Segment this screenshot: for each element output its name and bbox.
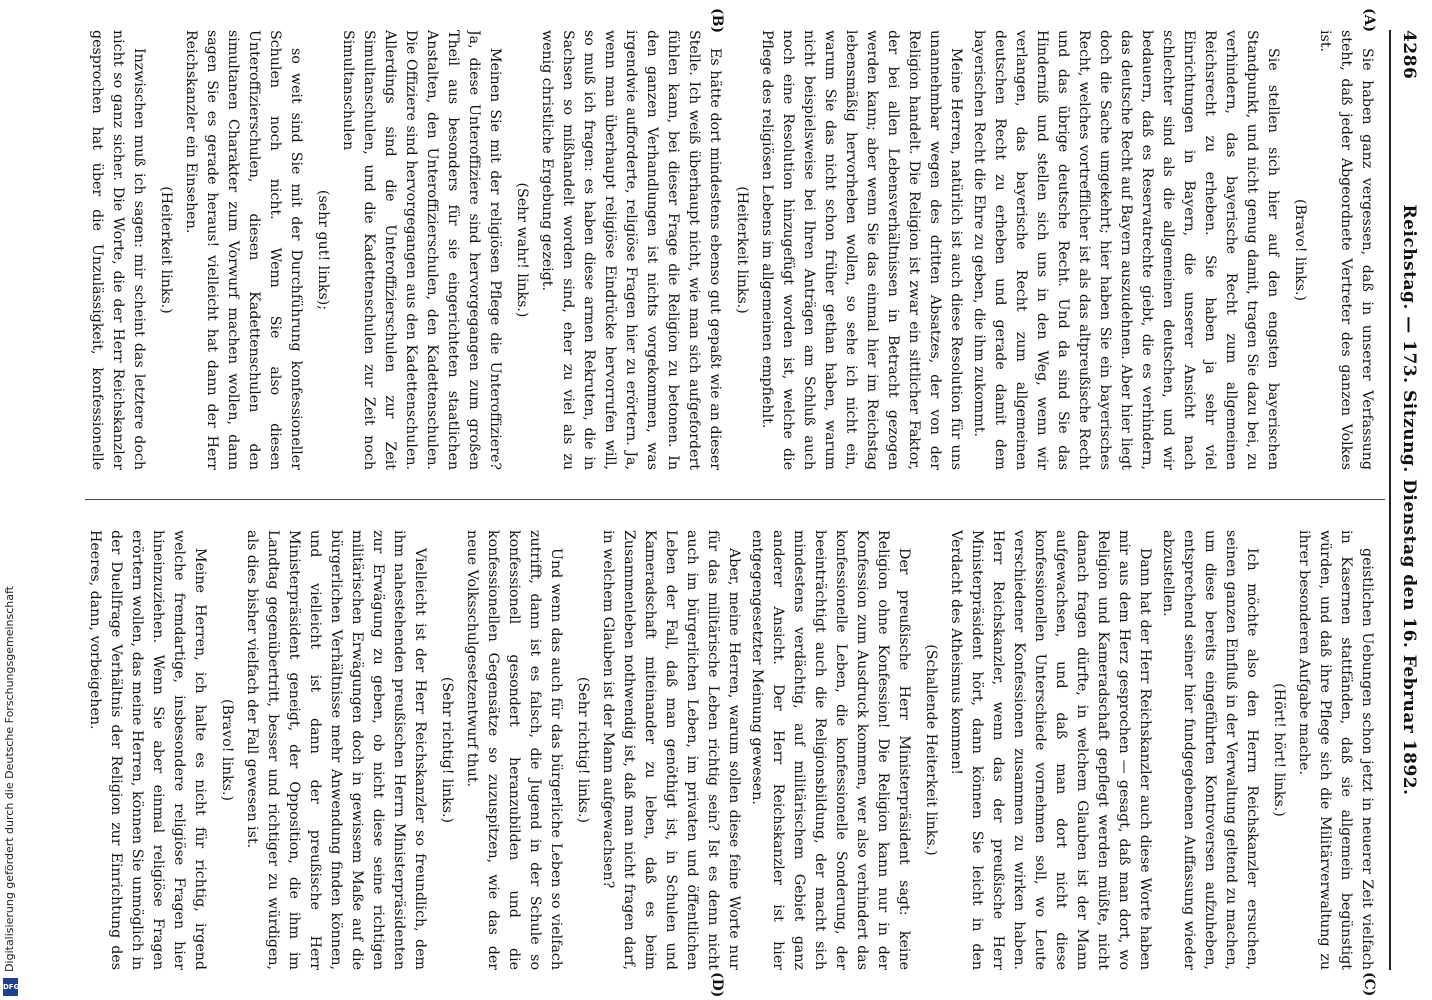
- right-column: [87, 530, 1377, 970]
- interjection: (Sehr richtig! links.): [439, 676, 455, 824]
- margin-marker-d: (D): [709, 972, 725, 998]
- margin-marker-a: (A): [1361, 8, 1377, 33]
- interjection: (Hört! hört! links.): [1271, 683, 1287, 817]
- page-number: 4286: [1399, 30, 1419, 80]
- paragraph: Vielleicht ist der Herr Reichskanzler so freundlich, dem ihm nahestehenden preußischen Herrn Ministerpräsidenten zur Erwägung zu geben, ob nicht diese seine richtigen militärischen Erwägungen doch in gewissem Maße auf die bürgerlichen Verhältnisse mehr Anwendung finden können, und vielleicht ist dann der preußische Herr Ministerpräsident geneigt, der Opposition, die ihm im Landtag gegenübertritt, besser und richtiger zu würdigen, als dies bisher vielfach der Fall gewesen ist.: [244, 530, 428, 970]
- left-column: [87, 30, 1377, 470]
- paragraph: Meinen Sie mit der religiösen Pflege die Unteroffiziere? Ja, diese Unteroffiziere sind hervorgegangen zum großen Theil aus besonders für sie eingerichteten staatlichen Anstalten, den Unteroffizierschulen, den Kadettenschulen. Die Offiziere sind hervorgegangen aus den Kadettenschulen. Allerdings sind die Unteroffizierschulen zur Zeit Simultanschulen, und die Kadettenschulen zur Zeit noch Simultanschulen: [340, 30, 503, 470]
- paragraph: Und wenn das auch für das bürgerliche Leben so vielfach zutrifft, dann ist es falsch, die Jugend in der Schule so konfessionell gesondert heranzubilden und die konfessionellen Gegensätze so zuzuspitzen, wie das der neue Volksschulgesetzentwurf thut.: [464, 530, 564, 970]
- margin-marker-c: (C): [1361, 972, 1377, 997]
- margin-marker-b: (B): [709, 8, 725, 34]
- paragraph: Meine Herren, natürlich ist auch diese Resolution für uns unannehmbar wegen des dritten Absatzes, der von der Religion handelt. Die Religion ist zwar ein sittlicher Faktor, der bei allen Lebensverhältnissen in Betracht gezogen werden kann; aber wenn Sie das einmal hier im Reichstag lebensmäßig hervorheben wollen, so sehe ich nicht ein, warum Sie das nicht schon früher gethan haben, warum nicht beispielsweise bei Ihren Anträgen am Schluß auch noch eine Resolution hinzugefügt worden ist, welche die Pflege des religiösen Lebens im allgemeinen empfiehlt.: [759, 30, 964, 470]
- paragraph: Der preußische Herr Ministerpräsident sagt: keine Religion ohne Konfession! Die Religion kann nur in der Konfession zum Ausdruck kommen, wer also verhindert das konfessionelle Leben, die konfessionelle Sonderung, der beeinträchtigt auch die Religionsbildung, der macht sich mindestens verdächtig, auf militärischem Gebiet ganz anderer Ansicht. Der Herr Reichskanzler ist hier entgegengesetzter Meinung gewesen.: [749, 530, 912, 970]
- interjection: (Heiterkeit links.): [158, 186, 174, 314]
- interjection: (sehr gut! links);: [315, 189, 331, 311]
- interjection: (Schallende Heiterkeit links.): [923, 644, 939, 856]
- interjection: (Heiterkeit links.): [734, 186, 750, 314]
- digitization-note: Digitalisierung gefördert durch die Deutsche Forschungsgemeinschaft: [3, 586, 16, 972]
- page-header: [1389, 30, 1421, 970]
- digitization-strip: [0, 0, 22, 1000]
- paragraph: Es hätte dort mindestens ebenso gut gepaßt wie an dieser Stelle. Ich weiß überhaupt nicht, wie man sich aufgefordert fühlen kann, bei dieser Frage die Religion zu betonen. In den ganzen Verhandlungen ist nichts vorgekommen, was irgendwie aufforderte, religiöse Fragen hier zu erörtern. Ja, wenn man überhaupt religiöse Eindrücke hervorrufen will, so muß ich fragen: es haben diese armen Rekruten, die in Sachsen so mißhandelt worden sind, eher zu viel als zu wenig christliche Ergebung gezeigt.: [539, 30, 723, 470]
- paragraph: Sie haben ganz vergessen, daß in unserer Verfassung steht, daß jeder Abgeordnete Vertreter des ganzen Volkes ist.: [1317, 30, 1375, 470]
- paragraph: Inzwischen muß ich sagen: mir scheint das letztere doch nicht so ganz sicher. Die Worte, die der Herr Reichskanzler gesprochen hat über die Unzulässigkeit, konfessionelle: [89, 30, 147, 470]
- dfg-logo: DFG: [3, 978, 18, 996]
- interjection: (Sehr richtig! links.): [575, 676, 591, 824]
- page-title: Reichstag. — 173. Sitzung. Dienstag den 16. Februar 1892.: [1399, 204, 1419, 796]
- paragraph: geistlichen Uebungen schon jetzt in neuerer Zeit vielfach in Kasernen stattfänden, daß sie allgemein begünstigt würden, und daß ihre Pflege sich die Militärverwaltung zu ihrer besonderen Aufgabe mache.: [1296, 530, 1375, 970]
- paragraph: so weit sind Sie mit der Durchführung konfessioneller Schulen noch nicht. Wenn Sie also diesen Unteroffizierschulen, diesen Kadettenschulen den simultanen Charakter zum Vorwurf machen wollen, dann sagen Sie es gerade heraus! vielleicht hat dann der Herr Reichskanzler ein Einsehen.: [183, 30, 304, 470]
- interjection: (Sehr wahr! links.): [514, 182, 530, 318]
- paragraph: Ich möchte also den Herrn Reichskanzler ersuchen, seinen ganzen Einfluß in der Verwaltung geltend zu machen, um diese bereits eingeführten Kontroversen aufzuheben, entsprechend seiner hier fundgegebenen Auffassung wieder abzustellen.: [1160, 530, 1260, 970]
- column-divider: [85, 499, 1385, 500]
- paragraph: Meine Herren, ich halte es nicht für richtig, irgend welche fremdartige, insbesondere religiöse Fragen hier hineinzuziehen. Wenn Sie aber einmal religiöse Fragen erörtern wollen, das meine Herren, können Sie unmöglich in der Duellfrage Verhältnis der Religion zur Einrichtung des Heeres, dann, vorbeigehen.: [87, 530, 208, 970]
- interjection: (Bravo! links.): [219, 698, 235, 802]
- paragraph: Aber, meine Herren, warum sollen diese feine Worte nur für das militärische Leben richtig sein? Ist es denn nicht auch im bürgerlichen Leben, im privaten und öffentlichen Leben der Fall, daß man genöthigt ist, in Schulen und Kameradschaft miteinander zu leben, daß es beim Zusammenleben nothwendig ist, daß man nicht fragen darf, in welchem Glauben ist der Mann aufgewachsen?: [600, 530, 742, 970]
- interjection: (Bravo! links.): [1292, 198, 1308, 302]
- paragraph: Sie stellen sich hier auf den engsten bayerischen Standpunkt, und nicht genug damit, tragen Sie dazu bei, zu verhindern, das bayerische Recht zum allgemeinen Reichsrecht zu erheben. Sie haben ja sehr viel Einrichtungen in Bayern, die unserer Ansicht nach schlechter sind als die allgemeinen deutschen, und wir bedauern, daß es Reservatrechte giebt, die es verhindern, das deutsche Recht auf Bayern auszudehnen. Aber hier liegt doch die Sache umgekehrt; hier haben Sie ein bayerisches Recht, welches vortrefflicher ist als das altpreußische Recht und das übrige deutsche Recht. Und da sind Sie das Hinderniß und stellen sich uns in den Weg, wenn wir verlangen, das bayerische Recht zum allgemeinen deutschen Recht zu erheben und gerade damit dem bayerischen Recht die Ehre zu geben, die ihm zukommt.: [971, 30, 1281, 470]
- scanned-page: [65, 0, 1432, 1000]
- paragraph: Dann hat der Herr Reichskanzler auch diese Worte haben mir aus dem Herz gesprochen — gesagt, daß man dort, wo Religion und Kameradschaft gepflegt werden müßte, nicht danach fragen dürfte, in welchem Glauben ist der Mann aufgewachsen, und daß man dort nicht diese konfessionellen Unterschiede vornehmen soll, wo Leute verschiedener Konfessionen zusammen zu wirken haben. Herr Reichskanzler, wenn das der preußische Herr Ministerpräsident hört, dann können Sie leicht in den Verdacht des Atheismus kommen!: [948, 530, 1153, 970]
